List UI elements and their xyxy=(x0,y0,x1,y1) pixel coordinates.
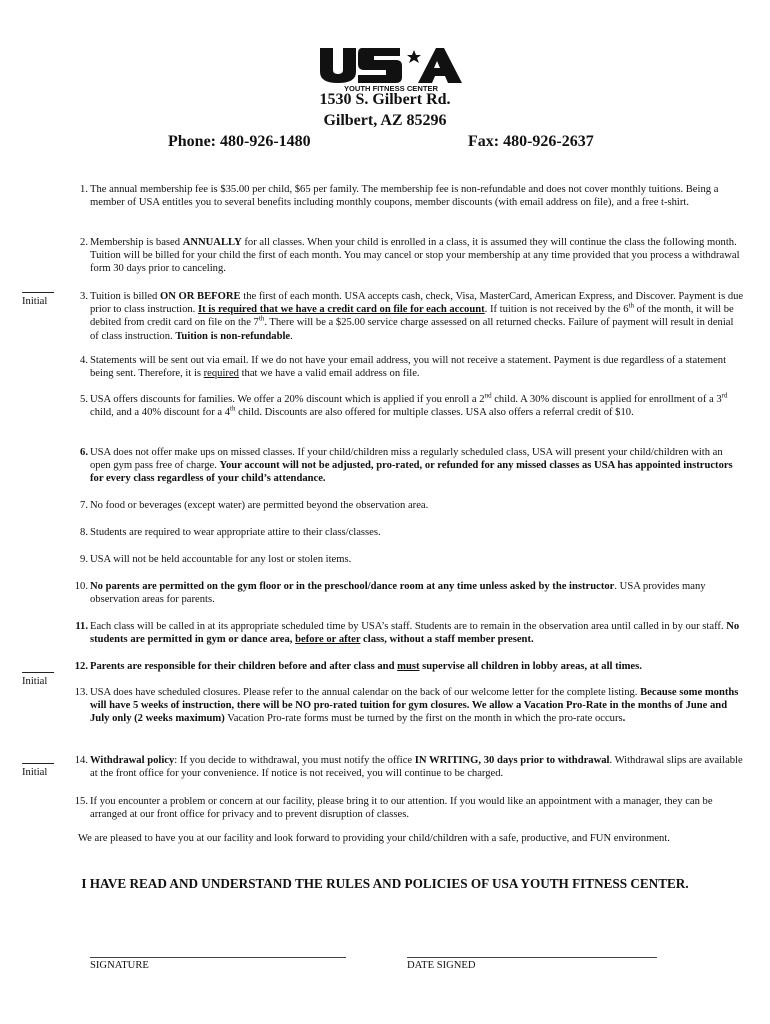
item-number: 7. xyxy=(80,500,88,511)
item-text: . xyxy=(290,330,293,342)
item-number: 2. xyxy=(80,237,88,248)
item-text-bold-underline: must xyxy=(397,661,420,672)
item-number: 3. xyxy=(80,291,88,302)
policy-item-7 xyxy=(80,499,744,512)
item-number: 12. xyxy=(74,661,88,672)
item-text: child, and a 40% discount for a 4 xyxy=(90,407,231,419)
address-line-1: 1530 S. Gilbert Rd. xyxy=(319,91,451,108)
initial-line-3[interactable] xyxy=(22,763,54,764)
item-text-bold: ON OR BEFORE xyxy=(159,291,241,302)
item-text: child. A 30% discount is applied for enrollment of a 3 xyxy=(491,394,722,405)
item-text: USA offers discounts for families. We offer a 20% discount which is applied if you enroll a 2 xyxy=(90,394,485,405)
date-signed-line[interactable] xyxy=(407,957,657,958)
item-text: USA does have scheduled closures. Please refer to the annual calendar on the back of our welcome letter for the complete listing. xyxy=(90,687,641,698)
policy-item-15 xyxy=(74,795,744,821)
item-number: 8. xyxy=(80,527,88,538)
item-text: that we have a valid email address on file. xyxy=(238,368,420,380)
item-number: 9. xyxy=(80,554,88,565)
item-text: . If tuition is not received by the 6 xyxy=(484,304,629,316)
item-text: Tuition is billed xyxy=(90,291,160,302)
signature-label: SIGNATURE xyxy=(90,960,149,971)
item-text-bold: Because some months will have 5 weeks of instruction, there will be NO pro-rated tuition for gym closures. We allow a Vacation Pro-Rate in the months of June and July only (2 weeks maximum) xyxy=(90,687,739,725)
item-number: 10. xyxy=(74,581,88,592)
item-text: No food or beverages (except water) are permitted beyond the observation area. xyxy=(90,500,429,511)
initial-label-3: Initial xyxy=(22,767,48,778)
policy-item-10 xyxy=(74,580,744,606)
item-text-bold: No students are permitted in gym or dance area, xyxy=(90,621,740,646)
item-text: . There will be a $25.00 service charge assessed on all returned checks. Failure of payment will result in denial of class instruction. xyxy=(90,317,734,342)
item-text-bold: ANNUALLY xyxy=(182,237,242,248)
item-text-bold: IN WRITING, 30 days prior to withdrawal xyxy=(414,755,610,766)
address-line-2: Gilbert, AZ 85296 xyxy=(323,112,447,129)
policy-item-9 xyxy=(80,553,744,566)
item-text-bold-underline: before or after xyxy=(295,634,361,646)
item-text: USA will not be held accountable for any lost or stolen items. xyxy=(90,554,352,565)
item-text: The annual membership fee is $35.00 per child, $65 per family. The membership fee is non-refundable and does not cover monthly tuitions. Being a member of USA entitles you to several benefits including monthly coupons, member discounts (with email address on file), and a free t-shirt. xyxy=(90,184,719,209)
item-number: 4. xyxy=(80,355,88,366)
superscript: th xyxy=(230,404,236,413)
item-number: 11. xyxy=(75,621,88,632)
policy-item-4 xyxy=(80,354,744,380)
item-text: Membership is based xyxy=(90,237,183,248)
superscript: th xyxy=(258,314,265,323)
initial-label-1: Initial xyxy=(22,296,48,307)
item-text: for all classes. When your child is enrolled in a class, it is assumed they will continue the class the following month. Tuition will be billed for your child the first of each month. You may cancel or stop your membership at any time provided that you process a withdrawal form 30 days prior to canceling. xyxy=(90,237,740,275)
policy-item-5 xyxy=(80,391,744,419)
superscript: nd xyxy=(484,391,492,400)
item-text: : If you decide to withdrawal, you must notify the office xyxy=(174,755,415,766)
item-text: Each class will be called in at its appropriate scheduled time by USA’s staff. Students are to remain in the observation area until called in by our staff. xyxy=(90,621,727,632)
item-text-bold: Withdrawal policy xyxy=(90,755,175,766)
item-number: 14. xyxy=(74,755,88,766)
item-text: USA does not offer make ups on missed classes. If your child/children miss a regularly scheduled class, USA will present your child/children with an open gym pass free of charge. xyxy=(90,447,723,472)
fax-number: Fax: 480-926-2637 xyxy=(468,133,594,150)
item-text-bold: supervise all children in lobby areas, at all times. xyxy=(419,661,642,672)
item-number: 1. xyxy=(80,184,88,195)
policy-item-8 xyxy=(80,526,744,539)
initial-line-1[interactable] xyxy=(22,292,54,293)
policy-item-13 xyxy=(74,686,744,726)
item-number: 15. xyxy=(74,796,88,807)
usa-logo xyxy=(318,46,464,92)
initial-line-2[interactable] xyxy=(22,672,54,673)
policy-item-14 xyxy=(74,754,744,780)
policy-item-3 xyxy=(80,290,744,343)
item-text: of the month, it will be debited from credit card on file on the 7 xyxy=(90,304,734,329)
closing-statement: We are pleased to have you at our facility and look forward to providing your child/children with a safe, productive, and FUN environment. xyxy=(78,833,670,844)
item-text-bold: No parents are permitted on the gym floor or in the preschool/dance room at any time unless asked by the instructor xyxy=(90,581,615,592)
logo-subtitle: YOUTH FITNESS CENTER xyxy=(343,84,439,92)
item-text: Students are required to wear appropriate attire to their class/classes. xyxy=(90,527,381,538)
item-text: If you encounter a problem or concern at our facility, please bring it to our attention. If you would like an appointment with a manager, they can be arranged at our front office for privacy and to prevent disruption of classes. xyxy=(90,796,713,821)
policy-item-1 xyxy=(80,183,744,209)
item-text-bold: Parents are responsible for their children before and after class and xyxy=(90,661,398,672)
item-number: 6. xyxy=(80,447,88,458)
item-text-bold: class, without a staff member present. xyxy=(360,634,534,646)
policy-item-12 xyxy=(74,660,744,673)
item-text: the first of each month. USA accepts cash, check, Visa, MasterCard, American Express, and Discover. Payment is due prior to class instruction. xyxy=(90,291,744,316)
superscript: rd xyxy=(721,391,728,400)
phone-number: Phone: 480-926-1480 xyxy=(168,133,311,150)
signature-line[interactable] xyxy=(90,957,346,958)
item-text-bold-underline: It is required that we have a credit card on file for each account xyxy=(197,304,485,316)
policy-item-11 xyxy=(75,620,744,646)
item-text: Vacation Pro-rate forms must be turned by the first on the month in which the pro-rate occurs xyxy=(224,713,623,725)
item-text: Statements will be sent out via email. If we do not have your email address, you will not receive a statement. Payment is due regardless of a statement being sent. Therefore, it is xyxy=(90,355,727,380)
item-text: . Withdrawal slips are available at the front office for your convenience. If notice is not received, you will continue to be charged. xyxy=(90,755,743,780)
item-number: 13. xyxy=(74,687,88,698)
item-text-bold: Your account will not be adjusted, pro-rated, or refunded for any missed classes as USA has appointed instructors for every class regardless of your child’s attendance. xyxy=(90,460,733,485)
initial-label-2: Initial xyxy=(22,676,48,687)
policy-item-2 xyxy=(80,236,744,276)
item-text-bold: . xyxy=(622,713,626,725)
item-text: . USA provides many observation areas for parents. xyxy=(90,581,706,606)
item-text-underline: required xyxy=(203,368,239,380)
policy-item-6 xyxy=(80,446,744,486)
date-signed-label: DATE SIGNED xyxy=(407,960,476,971)
item-text: child. Discounts are also offered for multiple classes. USA also offers a referral credit of $10. xyxy=(235,407,634,419)
superscript: th xyxy=(628,301,634,310)
item-text-bold: Tuition is non-refundable xyxy=(175,330,291,342)
acknowledgement-heading: I HAVE READ AND UNDERSTAND THE RULES AND POLICIES OF USA YOUTH FITNESS CENTER. xyxy=(81,876,689,891)
item-number: 5. xyxy=(80,394,88,405)
